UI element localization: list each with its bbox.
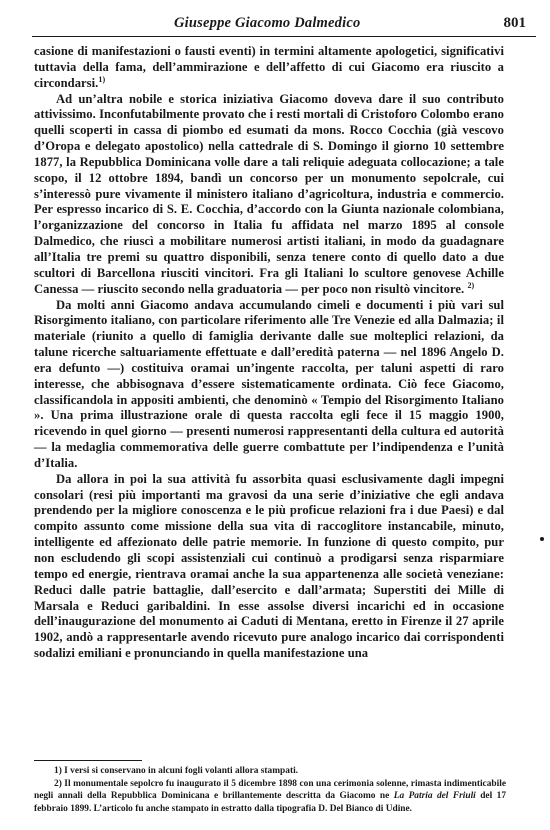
footnote-marker-1: 1) bbox=[98, 74, 106, 84]
running-header bbox=[32, 12, 536, 37]
page-number: 801 bbox=[503, 15, 526, 31]
footnote-1: 1) I versi si conservano in alcuni fogli volanti allora stampati. bbox=[54, 766, 299, 776]
footnote-marker-2: 2) bbox=[467, 280, 475, 290]
footnote-separator bbox=[34, 760, 142, 761]
footnote-2-text-a: 2) Il monumentale sepolcro fu inaugurato il 5 dicembre 1898 con una cerimonia solenne, rimasta indimenticabile negli annali della Repubblica Dominicana e brillantemente descritta da Giacomo ne bbox=[34, 778, 506, 802]
paragraph-2-text: Ad un’altra nobile e storica iniziativa Giacomo doveva dare il suo contributo attivissimo. Inconfutabilmente provato che i resti mortali di Cristoforo Colombo erano quelli scoperti in cassa di piombo ed esumati da mons. Rocco Cocchia (già vescovo d’Oropa e delegato apostolico) nella cattedrale di S. Domingo il giorno 10 settembre 1877, la Repubblica Dominicana volle dare a tali reliquie adeguata collocazione; a tale scopo, il 12 ottobre 1894, bandì un concorso per un monumento sepolcrale, cui s’interessò pure vivamente il ministero italiano d’agricoltura, industria e commercio. Per espresso incarico di S. E. Cocchia, d’accordo con la Giunta nazionale colombiana, l’organizzazione del concorso in Italia fu affidata nel marzo 1895 al console Dalmedico, che riuscì a mobilitare numerosi artisti italiani, in modo da guadagnare all’Italia tre premi su quattro disponibili, senza tenere conto di quello dato a due scultori di Barcellona riusciti vincitori. Fra gli Italiani lo scultore genovese Achille Canessa — riuscito secondo nella graduatoria — per poco non risultò vincitore. bbox=[34, 91, 504, 296]
margin-dot-mark bbox=[540, 537, 544, 541]
footnote-2 bbox=[34, 778, 506, 816]
paragraph-3: Da molti anni Giacomo andava accumulando cimeli e documenti i più vari sul Risorgimento italiano, con particolare riferimento alle Tre Venezie ed alla Dalmazia; il materiale (riunito a quello di famiglia derivante dalle sue molteplici relazioni, da talune ricerche saltuariamente effettuate e dall’eredità paterna — nel 1896 Angelo D. era defunto —) costituiva oramai un’ingente raccolta, per taluni aspetti di raro interesse, che abbisognava d’essere sistematicamente ordinata. Ciò fece Giacomo, classificandola in appositi ambienti, che denominò « Tempio del Risorgimento Italiano ». Una prima illustrazione orale di questa raccolta egli fece il 15 maggio 1900, ricevendo in quel giorno — presenti numerosi rappresentanti della cultura ed autorità — la medaglia commemorativa delle guerre combattute per l’indipendenza e l’unità d’Italia. bbox=[34, 297, 504, 470]
footnote-2-text-b: del 17 febbraio 1899. L’articolo fu anche stampato in estratto dalla tipografia D. Del Bianco di Udine. bbox=[34, 791, 507, 814]
footnotes bbox=[34, 765, 506, 815]
paragraph-4: Da allora in poi la sua attività fu assorbita quasi esclusivamente dagli impegni consolari (resi più importanti ma gravosi da una serie d’iniziative che egli andava prendendo per la migliore conoscenza e le più proficue relazioni fra i due Paesi) e dal compito assunto come missione della sua vita di raccoglitore instancabile, minuto, intelligente ed affezionato delle patrie memorie. In funzione di questo compito, pur non escludendo gli scopi assistenziali cui continuò a prodigarsi senza risparmiare tempo ed energie, rientrava oramai anche la sua appartenenza alle società veneziane: Reduci dalle patrie battaglie, dall’esercito e dall’armata; Superstiti dei Mille di Marsala e Reduci garibaldini. In esse assolse diversi incarichi ed in occasione dell’inaugurazione del monumento ai Caduti di Mentana, eretto in Firenze il 27 aprile 1902, andò a rappresentarle avendo ricevuto pure analogo incarico dai corrispondenti sodalizi emiliani e pronunciando in quella manifestazione una bbox=[34, 471, 504, 661]
paragraph-1-text: casione di manifestazioni o fausti eventi) in termini altamente apologetici, significativi tuttavia della fama, dell’ammirazione e dell’affetto di cui Giacomo era riuscito a circondarsi. bbox=[34, 44, 504, 90]
paragraph-1 bbox=[34, 44, 504, 92]
footnote-2-title: La Patria del Friuli bbox=[393, 791, 476, 802]
running-title: Giuseppe Giacomo Dalmedico bbox=[174, 15, 361, 31]
body-text bbox=[34, 44, 504, 662]
paragraph-2 bbox=[34, 92, 504, 298]
